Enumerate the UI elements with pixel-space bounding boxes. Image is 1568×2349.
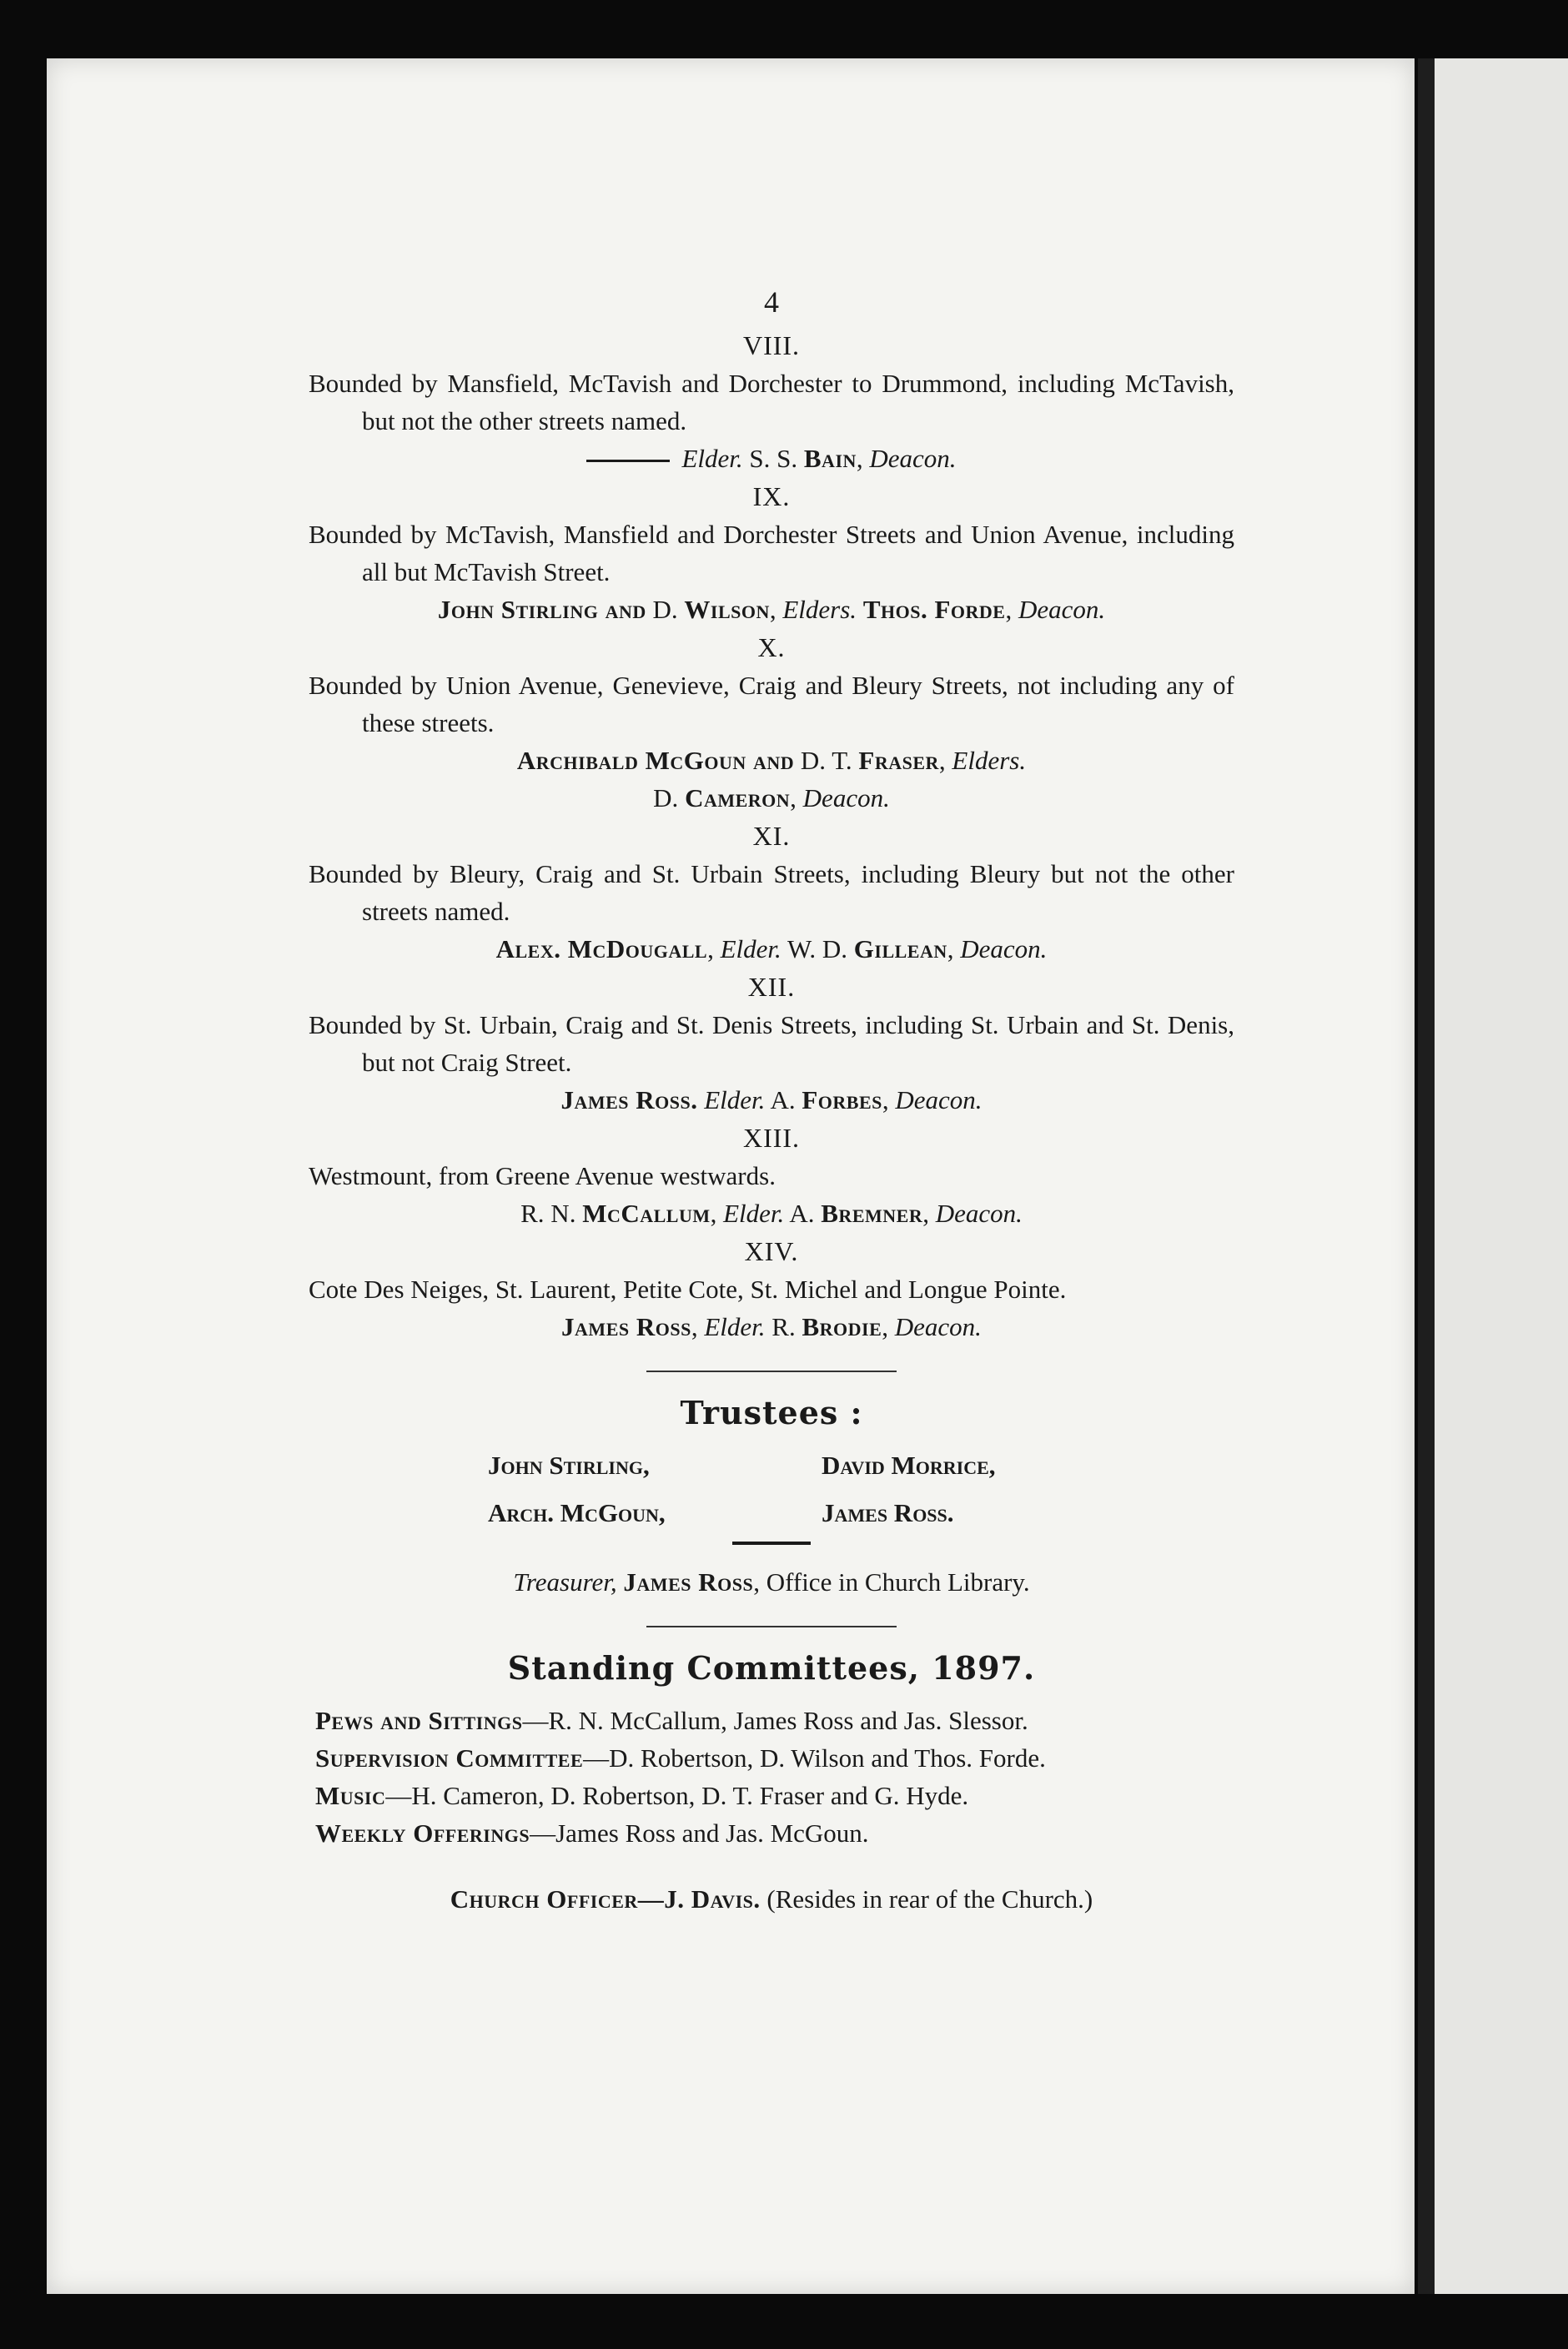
officer-name: McCallum xyxy=(582,1199,711,1228)
district-officers xyxy=(309,779,1234,817)
officer-text: A. xyxy=(765,1085,802,1114)
committees-list xyxy=(309,1702,1234,1852)
adjacent-page-edge xyxy=(1435,58,1568,2294)
officer-text: , xyxy=(882,1085,896,1114)
district-section xyxy=(309,1232,1234,1346)
district-section xyxy=(309,817,1234,968)
district-boundary: Bounded by Bleury, Craig and St. Urbain Streets, including Bleury but not the other streets named. xyxy=(309,859,1234,926)
officer-text: D. xyxy=(646,595,685,624)
page-edge-shadow xyxy=(1418,58,1435,2294)
officer-text: A. xyxy=(784,1199,822,1228)
officer-title: Deacon. xyxy=(960,934,1048,963)
church-officer-line xyxy=(309,1880,1234,1918)
committee-row xyxy=(315,1702,1234,1739)
district-numeral: XII. xyxy=(747,972,796,1002)
officer-text: , xyxy=(947,934,961,963)
officer-title: Elder. xyxy=(681,444,743,473)
district-officers xyxy=(309,1195,1234,1232)
district-section xyxy=(309,326,1234,477)
treasurer-name: James Ross xyxy=(623,1567,754,1597)
committee-name: Music xyxy=(315,1781,386,1810)
trustees-list xyxy=(488,1446,1055,1532)
committee-name: Weekly Offerings xyxy=(315,1818,530,1848)
officer-title: Deacon. xyxy=(894,1312,982,1341)
district-boundary: Bounded by Mansfield, McTavish and Dorchester to Drummond, including McTavish, but not the other streets named. xyxy=(309,369,1234,435)
officer-name: Cameron xyxy=(685,783,791,812)
officer-text: , xyxy=(710,1199,724,1228)
officer-text: , xyxy=(691,1312,705,1341)
district-boundary: Cote Des Neiges, St. Laurent, Petite Cote, St. Michel and Longue Pointe. xyxy=(309,1275,1067,1304)
committee-name: Supervision Committee xyxy=(315,1743,584,1773)
officer-text: R. N. xyxy=(520,1199,583,1228)
officer-title: Elders. xyxy=(782,595,857,624)
officer-title: Deacon. xyxy=(869,444,957,473)
officer-name: Bain xyxy=(803,444,857,473)
treasurer-line xyxy=(309,1563,1234,1601)
church-officer-name: —J. Davis. xyxy=(637,1884,761,1914)
officer-text: W. D. xyxy=(781,934,854,963)
officer-text: D. T. xyxy=(794,746,859,775)
officer-name: Bremner xyxy=(821,1199,923,1228)
section-divider xyxy=(646,1626,897,1627)
officer-title: Deacon. xyxy=(1018,595,1106,624)
committee-members: —R. N. McCallum, James Ross and Jas. Slessor. xyxy=(522,1706,1028,1735)
district-numeral: XI. xyxy=(752,821,791,851)
blank-dash xyxy=(586,460,670,462)
officer-text: , xyxy=(882,1312,895,1341)
trustee-name: James Ross. xyxy=(822,1498,954,1527)
district-boundary: Bounded by McTavish, Mansfield and Dorchester Streets and Union Avenue, including all but McTavish Street. xyxy=(309,520,1234,586)
officer-text: , xyxy=(922,1199,936,1228)
officer-text: D. xyxy=(653,783,686,812)
district-officers xyxy=(309,930,1234,968)
officer-text: , xyxy=(790,783,803,812)
committees-heading: Standing Committees, 1897. xyxy=(507,1649,1036,1687)
church-officer-label: Church Officer xyxy=(450,1884,638,1914)
committee-row xyxy=(315,1777,1234,1814)
officer-text: , xyxy=(1005,595,1018,624)
trustees-heading: Trustees : xyxy=(680,1394,863,1431)
officer-text: , xyxy=(856,444,870,473)
trustee-name: John Stirling, xyxy=(488,1451,650,1480)
officer-title: Deacon. xyxy=(935,1199,1023,1228)
district-officers xyxy=(309,591,1234,628)
officer-name: Archibald McGoun and xyxy=(516,746,795,775)
officer-name: James Ross. xyxy=(560,1085,698,1114)
officer-name: John Stirling and xyxy=(437,595,646,624)
district-numeral: VIII. xyxy=(742,330,801,360)
officer-title: Elder. xyxy=(704,1312,766,1341)
district-boundary: Bounded by Union Avenue, Genevieve, Craig and Bleury Streets, not including any of these streets. xyxy=(309,671,1234,737)
committee-name: Pews and Sittings xyxy=(315,1706,523,1735)
district-numeral: X. xyxy=(757,632,786,662)
district-officers xyxy=(309,440,1234,477)
section-divider xyxy=(646,1371,897,1372)
church-officer-note: (Resides in rear of the Church.) xyxy=(760,1884,1093,1914)
district-officers xyxy=(309,1308,1234,1346)
committee-members: —H. Cameron, D. Robertson, D. T. Fraser and G. Hyde. xyxy=(385,1781,969,1810)
district-section xyxy=(309,1119,1234,1232)
district-section xyxy=(309,628,1234,817)
officer-title: Elders. xyxy=(952,746,1027,775)
officer-name: James Ross xyxy=(561,1312,691,1341)
short-divider xyxy=(732,1542,811,1545)
district-numeral: XIV. xyxy=(744,1236,799,1266)
officer-title: Elder. xyxy=(704,1085,766,1114)
committee-row xyxy=(315,1739,1234,1777)
officer-text: R. xyxy=(765,1312,802,1341)
officer-text: S. S. xyxy=(742,444,804,473)
officer-name: Forbes xyxy=(802,1085,882,1114)
officer-name: Gillean xyxy=(853,934,947,963)
treasurer-label: Treasurer, xyxy=(513,1567,617,1597)
district-numeral: IX. xyxy=(752,481,791,511)
district-boundary: Bounded by St. Urbain, Craig and St. Denis Streets, including St. Urbain and St. Denis, but not Craig Street. xyxy=(309,1010,1234,1077)
district-officers xyxy=(309,742,1234,779)
committee-row xyxy=(315,1814,1234,1852)
district-officers xyxy=(309,1081,1234,1119)
committee-members: —D. Robertson, D. Wilson and Thos. Forde. xyxy=(583,1743,1046,1773)
district-section xyxy=(309,477,1234,628)
district-boundary: Westmount, from Greene Avenue westwards. xyxy=(309,1161,776,1190)
officer-name: Alex. McDougall xyxy=(495,934,708,963)
officer-name: Wilson xyxy=(684,595,770,624)
district-numeral: XIII. xyxy=(742,1123,801,1153)
officer-name: Brodie xyxy=(802,1312,882,1341)
districts-list xyxy=(309,326,1234,1346)
treasurer-note: , Office in Church Library. xyxy=(753,1567,1030,1597)
page-number: 4 xyxy=(764,285,779,319)
trustee-name: Arch. McGoun, xyxy=(488,1498,666,1527)
officer-text: , xyxy=(769,595,783,624)
officer-text: , xyxy=(707,934,721,963)
officer-name: Thos. Forde xyxy=(862,595,1006,624)
officer-title: Elder. xyxy=(720,934,781,963)
trustee-name: David Morrice, xyxy=(822,1451,996,1480)
page-content xyxy=(309,284,1234,1918)
officer-title: Deacon. xyxy=(895,1085,983,1114)
officer-text: , xyxy=(938,746,952,775)
officer-title: Elder. xyxy=(723,1199,785,1228)
officer-title: Deacon. xyxy=(802,783,890,812)
district-section xyxy=(309,968,1234,1119)
committee-members: —James Ross and Jas. McGoun. xyxy=(530,1818,869,1848)
officer-text xyxy=(857,595,863,624)
officer-name: Fraser xyxy=(858,746,939,775)
